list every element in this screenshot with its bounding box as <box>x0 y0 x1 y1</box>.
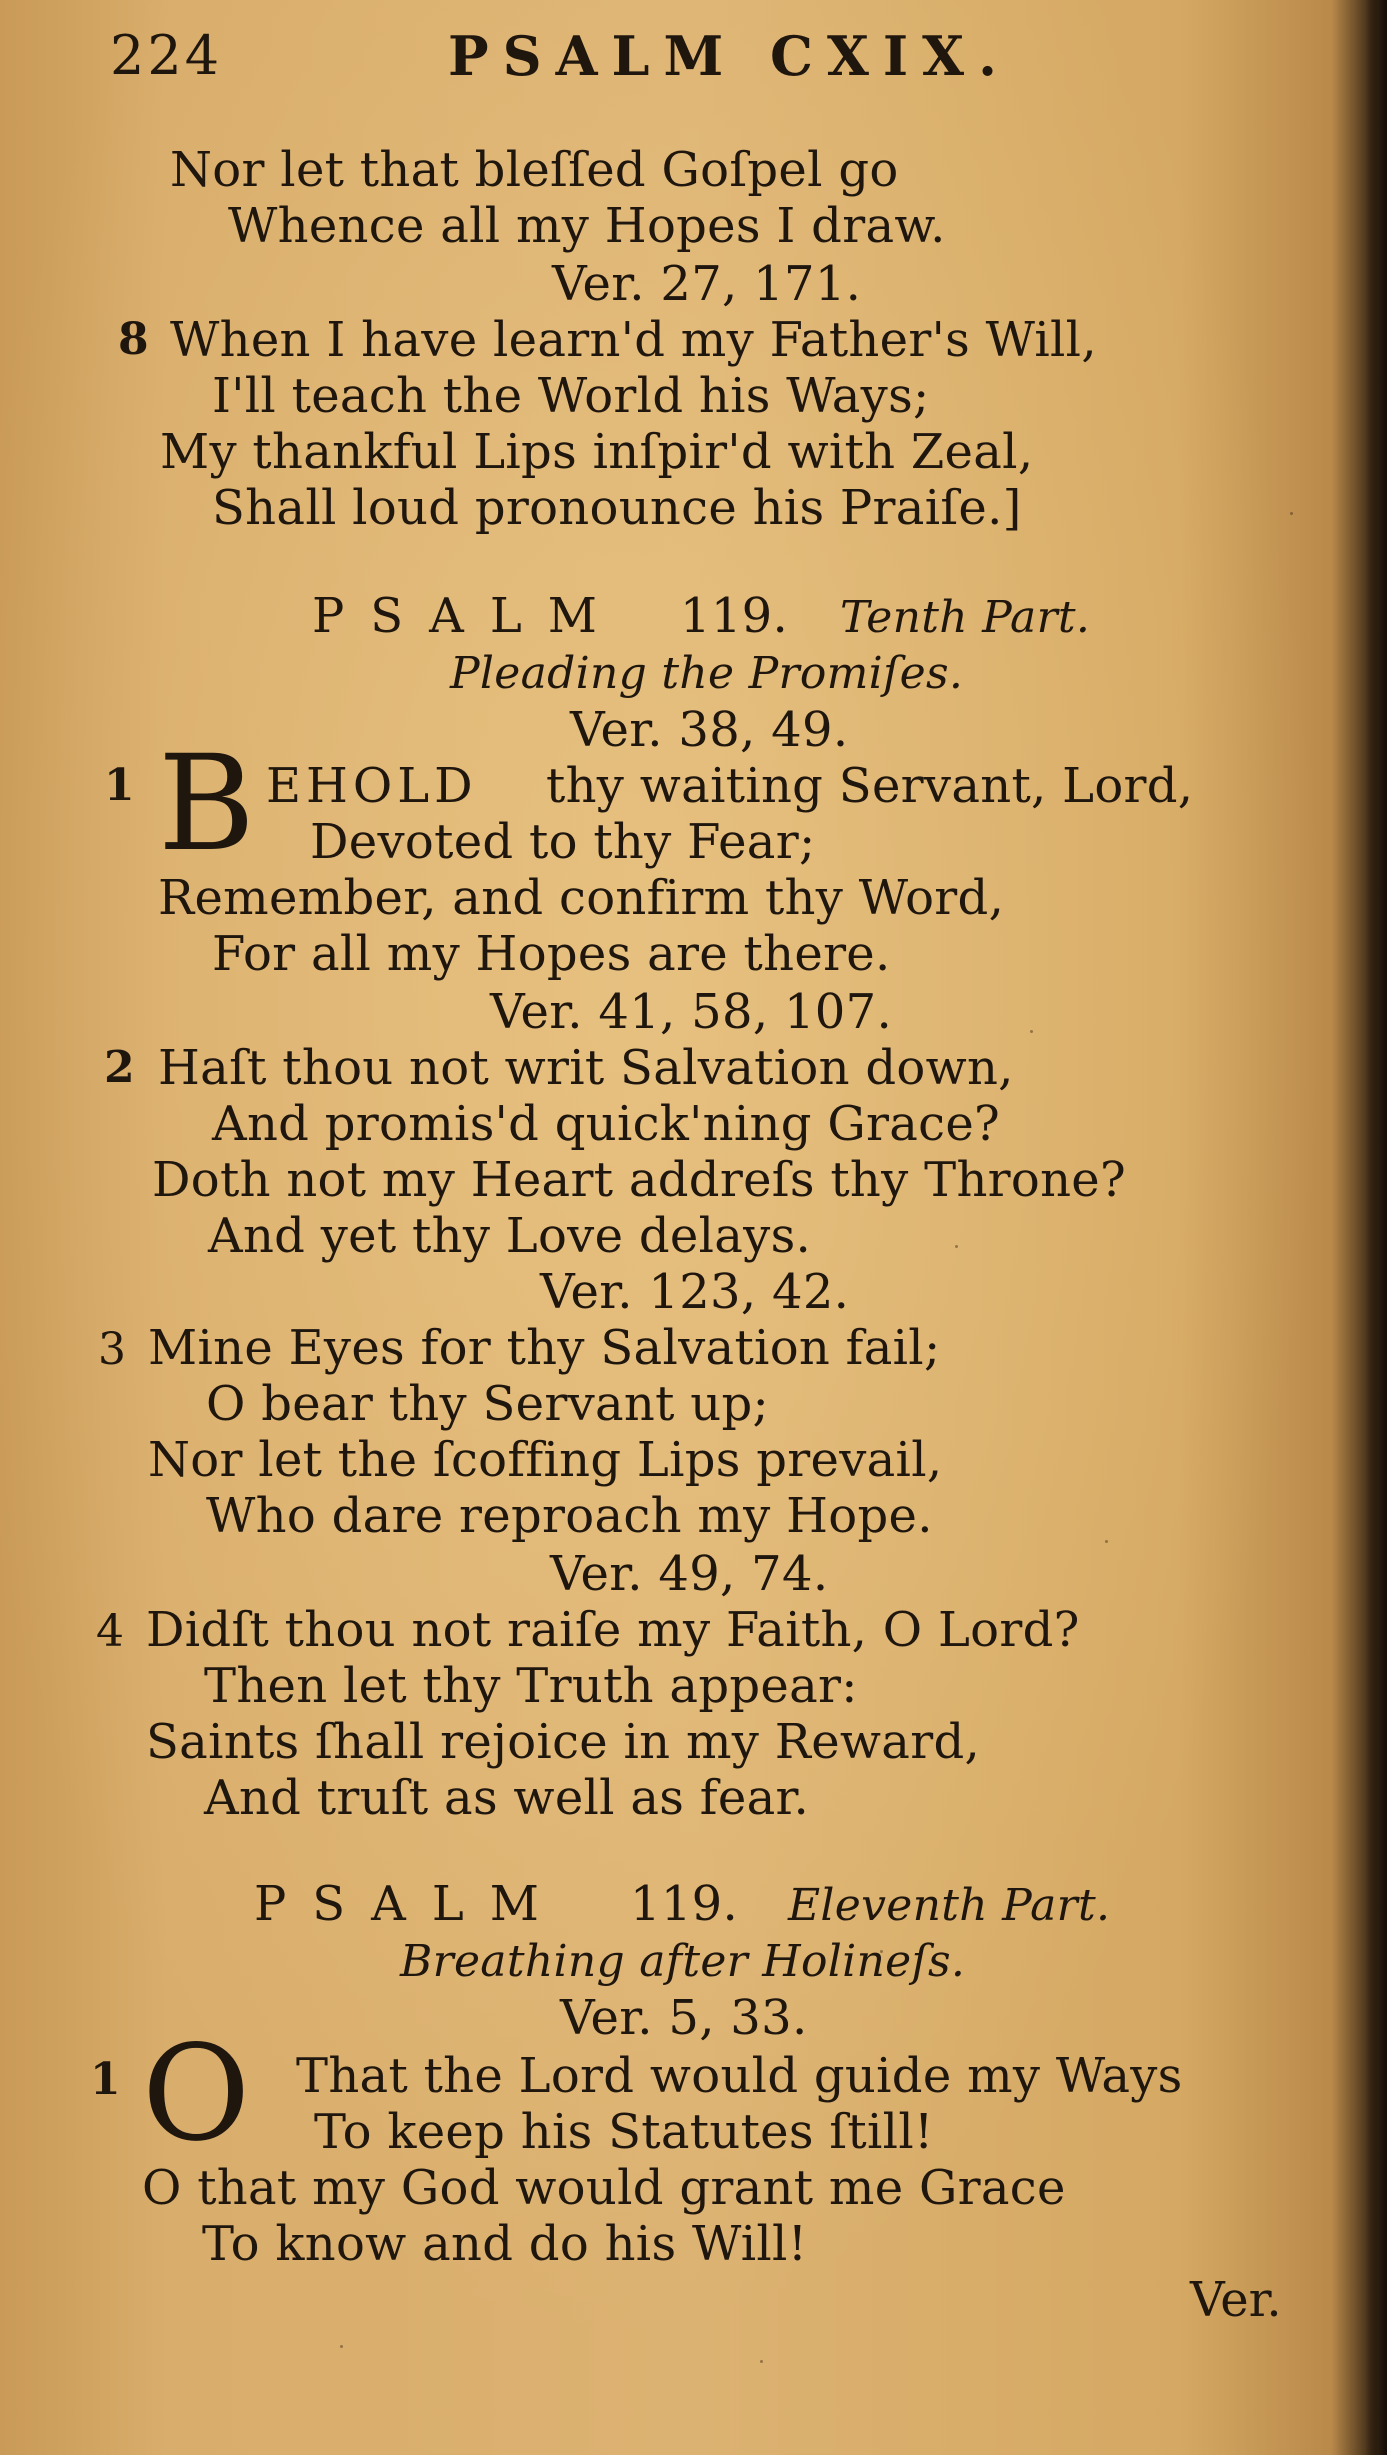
stanza-number: 8 <box>118 314 149 365</box>
paper-speck <box>955 1245 958 1248</box>
verse-line: And promis'd quick'ning Grace? <box>212 1096 1001 1152</box>
part-label: Tenth Part. <box>840 592 1091 643</box>
drop-cap: O <box>142 2017 251 2171</box>
verse-line: Nor let the ſcoffing Lips prevail, <box>148 1432 943 1488</box>
psalm-heading-number: 119. <box>680 588 789 644</box>
verse-line: Shall loud pronounce his Praiſe.] <box>212 480 1022 536</box>
verse-line: O bear thy Servant up; <box>206 1376 769 1432</box>
verse-reference: Ver. 123, 42. <box>540 1264 850 1320</box>
part-subtitle: Pleading the Promiſes. <box>450 648 964 699</box>
drop-cap: B <box>158 727 256 881</box>
verse-line: I'll teach the World his Ways; <box>212 368 930 424</box>
book-spine-shadow <box>1365 0 1387 2455</box>
running-title: PSALM CXIX. <box>448 24 1011 88</box>
verse-line: For all my Hopes are there. <box>212 926 891 982</box>
verse-first-word: EHOLD <box>266 758 478 814</box>
verse-line: Nor let that bleſſed Goſpel go <box>170 142 899 198</box>
verse-reference: Ver. 5, 33. <box>560 1990 808 2046</box>
verse-line: Doth not my Heart addreſs thy Throne? <box>152 1152 1127 1208</box>
verse-line: To keep his Statutes ſtill! <box>314 2104 934 2160</box>
stanza-number: 1 <box>90 2054 121 2105</box>
paper-speck <box>1290 512 1293 515</box>
verse-line: My thankful Lips inſpir'd with Zeal, <box>160 424 1034 480</box>
verse-line: Devoted to thy Fear; <box>310 814 816 870</box>
verse-line: thy waiting Servant, Lord, <box>546 758 1194 814</box>
verse-line: And yet thy Love delays. <box>208 1208 812 1264</box>
verse-reference: Ver. 49, 74. <box>550 1546 829 1602</box>
catchword: Ver. <box>1190 2272 1282 2328</box>
verse-line: Haſt thou not writ Salvation down, <box>158 1040 1014 1096</box>
verse-line: That the Lord would guide my Ways <box>296 2048 1183 2104</box>
psalm-heading-label: PSALM <box>312 588 623 644</box>
page-number: 224 <box>110 24 223 87</box>
verse-line: O that my God would grant me Grace <box>142 2160 1066 2216</box>
paper-speck <box>760 2360 763 2363</box>
part-subtitle: Breathing after Holineſs. <box>400 1936 966 1987</box>
paper-speck <box>340 2345 343 2348</box>
verse-line: Didſt thou not raiſe my Faith, O Lord? <box>146 1602 1080 1658</box>
verse-line: And truſt as well as fear. <box>204 1770 810 1826</box>
paper-speck <box>1105 1540 1108 1543</box>
paper-speck <box>880 1950 883 1953</box>
stanza-number: 3 <box>98 1324 126 1375</box>
verse-line: Remember, and confirm thy Word, <box>158 870 1005 926</box>
verse-line: Whence all my Hopes I draw. <box>228 198 946 254</box>
verse-reference: Ver. 41, 58, 107. <box>490 984 893 1040</box>
psalm-heading-label: PSALM <box>254 1876 565 1932</box>
verse-line: Saints ſhall rejoice in my Reward, <box>146 1714 981 1770</box>
stanza-number: 1 <box>104 760 135 811</box>
verse-reference: Ver. 38, 49. <box>570 702 849 758</box>
psalm-heading-number: 119. <box>630 1876 739 1932</box>
verse-line: To know and do his Will! <box>202 2216 808 2272</box>
stanza-number: 4 <box>96 1606 124 1657</box>
verse-line: Mine Eyes for thy Salvation fail; <box>148 1320 941 1376</box>
part-label: Eleventh Part. <box>788 1880 1111 1931</box>
stanza-number: 2 <box>104 1042 135 1093</box>
verse-line: Then let thy Truth appear: <box>204 1658 858 1714</box>
verse-reference: Ver. 27, 171. <box>552 256 862 312</box>
paper-speck <box>1030 1030 1033 1033</box>
verse-line: When I have learn'd my Father's Will, <box>170 312 1097 368</box>
verse-line: Who dare reproach my Hope. <box>206 1488 933 1544</box>
